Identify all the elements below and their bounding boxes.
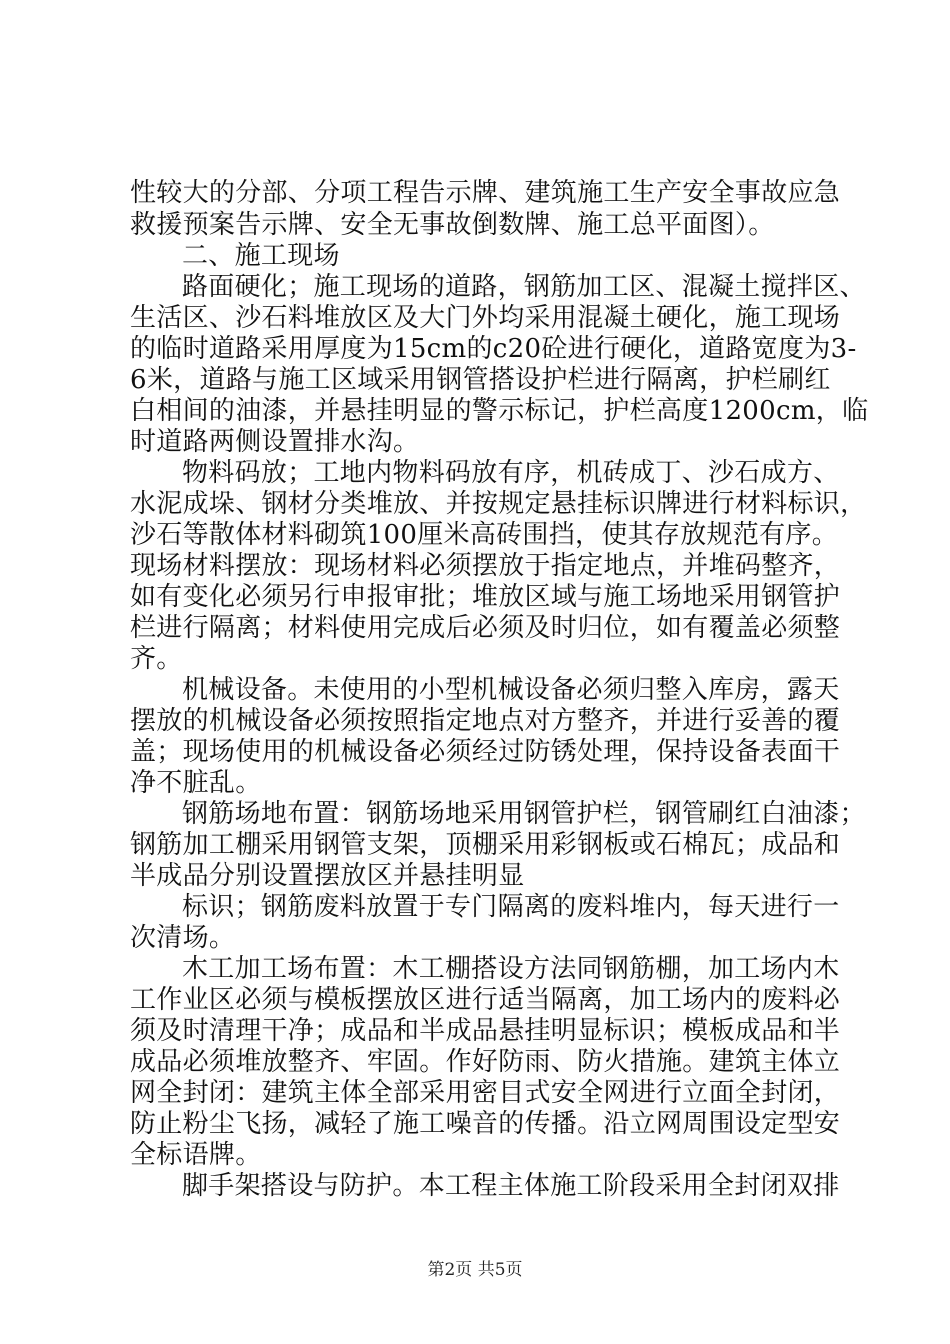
text-line: 净不脏乱。: [130, 768, 262, 798]
text-line: 物料码放；工地内物料码放有序，机砖成丁、沙石成方、: [182, 458, 840, 488]
text-line: 时道路两侧设置排水沟。: [130, 427, 420, 457]
text-line: 须及时清理干净；成品和半成品悬挂明显标识；模板成品和半: [130, 1016, 841, 1046]
text-line: 沙石等散体材料砌筑100厘米高砖围挡，使其存放规范有序。: [130, 520, 839, 550]
text-line: 钢筋场地布置：钢筋场地采用钢管护栏，钢管刷红白油漆；: [182, 799, 866, 829]
text-line: 标识；钢筋废料放置于专门隔离的废料堆内，每天进行一: [182, 892, 840, 922]
text-line: 现场材料摆放：现场材料必须摆放于指定地点，并堆码整齐，: [130, 551, 841, 581]
text-line: 工作业区必须与模板摆放区进行适当隔离，加工场内的废料必: [130, 985, 841, 1015]
text-line: 栏进行隔离；材料使用完成后必须及时归位，如有覆盖必须整: [130, 613, 841, 643]
text-line: 成品必须堆放整齐、牢固。作好防雨、防火措施。建筑主体立: [130, 1047, 841, 1077]
text-line: 白相间的油漆，并悬挂明显的警示标记，护栏高度1200cm，临: [130, 396, 869, 426]
text-line: 性较大的分部、分项工程告示牌、建筑施工生产安全事故应急: [130, 178, 841, 208]
text-line: 机械设备。未使用的小型机械设备必须归整入库房，露天: [182, 675, 840, 705]
text-line: 水泥成垛、钢材分类堆放、并按规定悬挂标识牌进行材料标识，: [130, 489, 867, 519]
page-number: 第2页 共5页: [427, 1260, 523, 1280]
text-line: 6米，道路与施工区域采用钢管搭设护栏进行隔离，护栏刷红: [130, 365, 831, 395]
section-heading: 二、施工现场: [182, 241, 340, 271]
text-line: 如有变化必须另行申报审批；堆放区域与施工场地采用钢管护: [130, 582, 841, 612]
text-line: 摆放的机械设备必须按照指定地点对方整齐，并进行妥善的覆: [130, 706, 841, 736]
text-line: 木工加工场布置：木工棚搭设方法同钢筋棚，加工场内木: [182, 954, 840, 984]
text-line: 次清场。: [130, 923, 236, 953]
text-line: 钢筋加工棚采用钢管支架，顶棚采用彩钢板或石棉瓦；成品和: [130, 830, 841, 860]
text-line: 盖；现场使用的机械设备必须经过防锈处理，保持设备表面干: [130, 737, 841, 767]
text-line: 全标语牌。: [130, 1140, 262, 1170]
text-line: 救援预案告示牌、安全无事故倒数牌、施工总平面图）。: [130, 210, 775, 240]
text-line: 生活区、沙石料堆放区及大门外均采用混凝土硬化，施工现场: [130, 303, 841, 333]
text-line: 齐。: [130, 644, 183, 674]
text-line: 的临时道路采用厚度为15cm的c20砼进行硬化，道路宽度为3-: [130, 334, 857, 364]
text-line: 半成品分别设置摆放区并悬挂明显: [130, 861, 525, 891]
text-line: 路面硬化；施工现场的道路，钢筋加工区、混凝土搅拌区、: [182, 272, 866, 302]
text-line: 脚手架搭设与防护。本工程主体施工阶段采用全封闭双排: [182, 1171, 840, 1201]
text-line: 防止粉尘飞扬，减轻了施工噪音的传播。沿立网周围设定型安: [130, 1109, 841, 1139]
text-line: 网全封闭：建筑主体全部采用密目式安全网进行立面全封闭，: [130, 1078, 841, 1108]
